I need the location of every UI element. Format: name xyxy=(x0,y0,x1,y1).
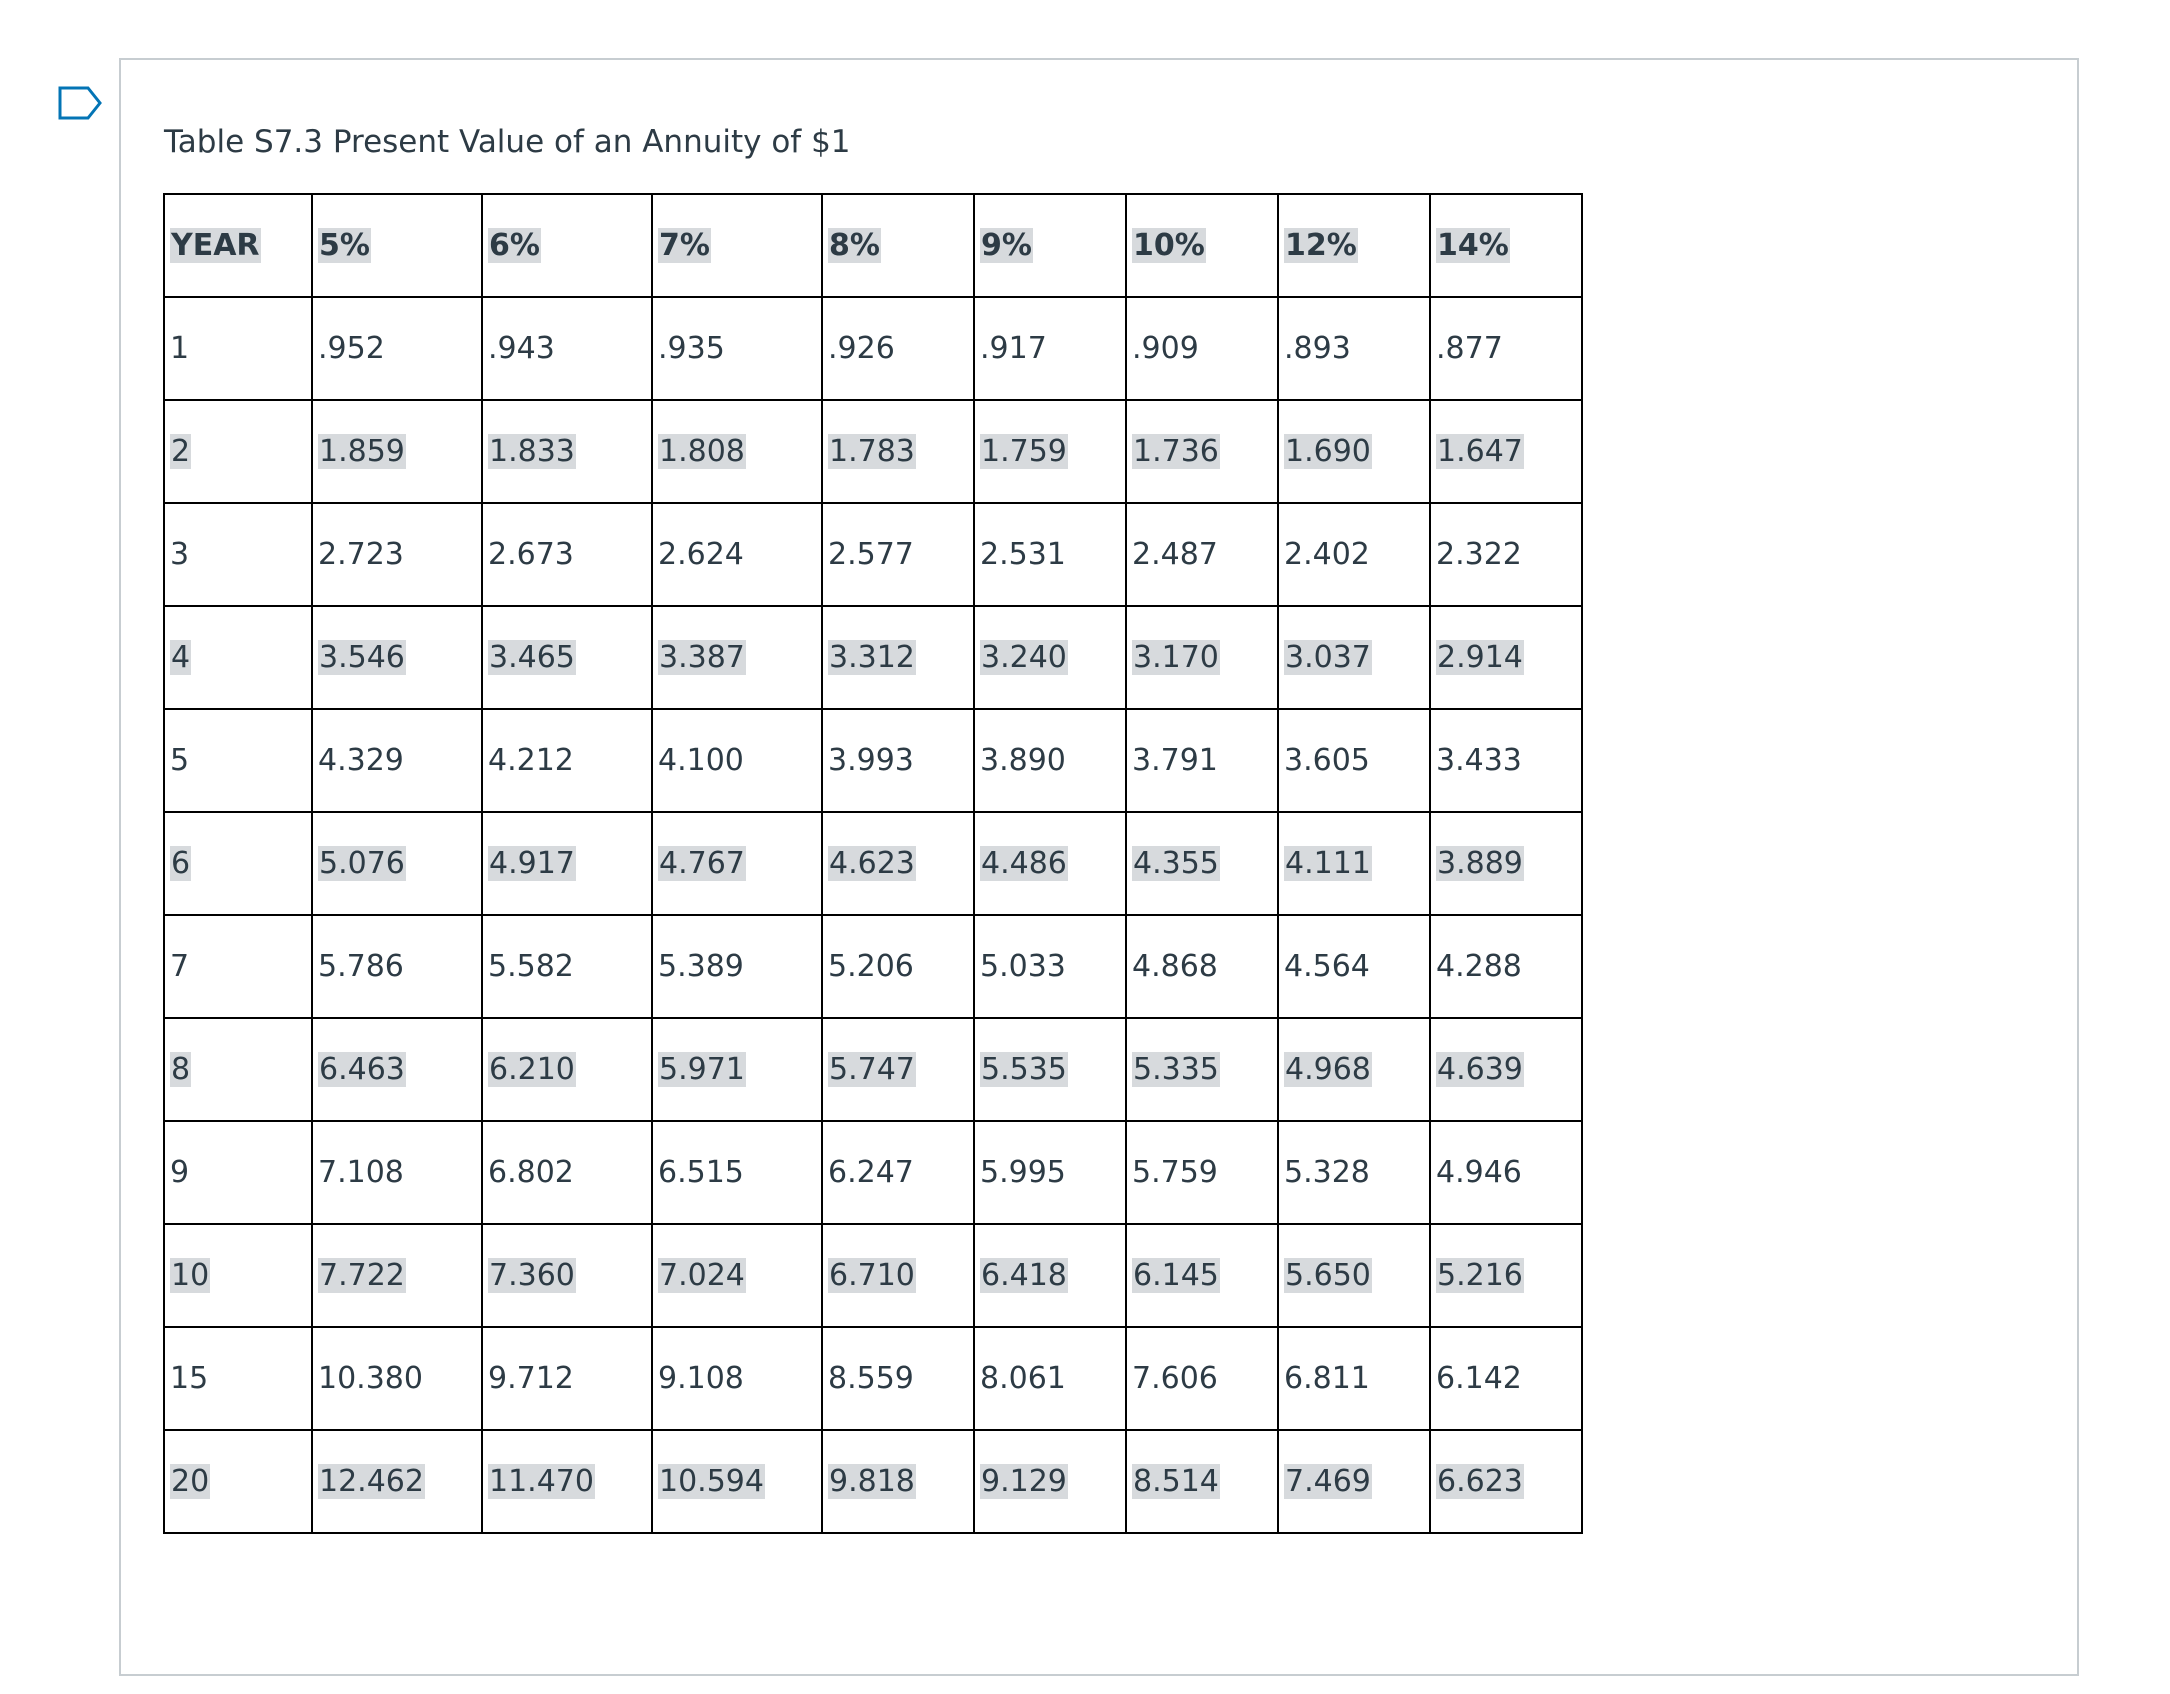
value-cell xyxy=(974,1327,1126,1430)
table-row xyxy=(164,812,1582,915)
value-label: 1.759 xyxy=(981,434,1067,469)
year-cell xyxy=(164,1018,312,1121)
column-header-rate xyxy=(1430,194,1582,297)
year-cell xyxy=(164,503,312,606)
value-cell xyxy=(1126,812,1278,915)
value-label: 4.767 xyxy=(659,846,745,881)
value-label: 11.470 xyxy=(489,1464,594,1499)
year-cell xyxy=(164,1327,312,1430)
value-label: 7.360 xyxy=(489,1258,575,1293)
value-cell xyxy=(974,400,1126,503)
value-label: 7.722 xyxy=(319,1258,405,1293)
value-cell xyxy=(974,709,1126,812)
value-cell xyxy=(974,812,1126,915)
value-cell xyxy=(482,297,652,400)
value-cell xyxy=(312,1121,482,1224)
value-cell xyxy=(312,503,482,606)
year-cell xyxy=(164,297,312,400)
value-cell xyxy=(974,1121,1126,1224)
value-cell xyxy=(1430,1018,1582,1121)
value-cell xyxy=(822,1327,974,1430)
value-label: 3.387 xyxy=(659,640,745,675)
value-label: 3.889 xyxy=(1437,846,1523,881)
value-label: 4.868 xyxy=(1132,949,1218,984)
column-header-rate xyxy=(1278,194,1430,297)
value-cell xyxy=(1430,709,1582,812)
value-cell xyxy=(652,1327,822,1430)
value-cell xyxy=(652,709,822,812)
value-cell xyxy=(1278,812,1430,915)
value-label: 2.673 xyxy=(488,537,574,572)
value-cell xyxy=(482,1430,652,1533)
column-header-rate xyxy=(974,194,1126,297)
value-label: 2.487 xyxy=(1132,537,1218,572)
value-label: 5.995 xyxy=(980,1155,1066,1190)
table-row xyxy=(164,1327,1582,1430)
value-cell xyxy=(1126,503,1278,606)
value-cell xyxy=(974,1018,1126,1121)
value-cell xyxy=(1430,400,1582,503)
value-cell xyxy=(822,606,974,709)
table-row xyxy=(164,1121,1582,1224)
header-label: 9% xyxy=(981,228,1032,263)
value-cell xyxy=(1430,503,1582,606)
value-label: 6.142 xyxy=(1436,1361,1522,1396)
value-cell xyxy=(312,915,482,1018)
value-cell xyxy=(974,915,1126,1018)
year-label: 9 xyxy=(170,1155,190,1190)
column-header-rate xyxy=(822,194,974,297)
value-label: .943 xyxy=(488,331,555,366)
year-label: 10 xyxy=(171,1258,210,1293)
value-cell xyxy=(482,1224,652,1327)
value-label: 8.559 xyxy=(828,1361,914,1396)
value-cell xyxy=(822,812,974,915)
value-cell xyxy=(652,915,822,1018)
value-label: 4.100 xyxy=(658,743,744,778)
value-label: 3.605 xyxy=(1284,743,1370,778)
value-cell xyxy=(652,1224,822,1327)
value-cell xyxy=(1126,1121,1278,1224)
value-cell xyxy=(1278,400,1430,503)
value-label: 6.802 xyxy=(488,1155,574,1190)
header-label: 12% xyxy=(1285,228,1357,263)
value-cell xyxy=(1278,1018,1430,1121)
value-label: 4.968 xyxy=(1285,1052,1371,1087)
value-cell xyxy=(1126,1430,1278,1533)
value-cell xyxy=(652,400,822,503)
value-cell xyxy=(652,503,822,606)
value-cell xyxy=(652,606,822,709)
value-cell xyxy=(482,812,652,915)
value-cell xyxy=(1430,915,1582,1018)
value-label: 6.145 xyxy=(1133,1258,1219,1293)
year-label: 2 xyxy=(171,434,191,469)
value-cell xyxy=(822,1018,974,1121)
value-label: 12.462 xyxy=(319,1464,424,1499)
value-label: 8.061 xyxy=(980,1361,1066,1396)
value-label: 1.859 xyxy=(319,434,405,469)
value-label: 5.206 xyxy=(828,949,914,984)
year-label: 20 xyxy=(171,1464,210,1499)
value-label: 7.469 xyxy=(1285,1464,1371,1499)
value-cell xyxy=(1278,1430,1430,1533)
value-cell xyxy=(1430,1327,1582,1430)
column-header-year xyxy=(164,194,312,297)
value-cell xyxy=(482,1121,652,1224)
table-row xyxy=(164,915,1582,1018)
value-cell xyxy=(1278,1224,1430,1327)
value-cell xyxy=(482,709,652,812)
value-label: 10.380 xyxy=(318,1361,423,1396)
year-label: 1 xyxy=(170,331,190,366)
value-cell xyxy=(822,503,974,606)
value-label: .877 xyxy=(1436,331,1503,366)
value-cell xyxy=(312,400,482,503)
header-label: 8% xyxy=(829,228,880,263)
value-cell xyxy=(482,606,652,709)
column-header-rate xyxy=(1126,194,1278,297)
table-row xyxy=(164,1224,1582,1327)
value-cell xyxy=(974,503,1126,606)
value-label: .935 xyxy=(658,331,725,366)
value-label: 10.594 xyxy=(659,1464,764,1499)
value-cell xyxy=(482,1327,652,1430)
value-label: 2.914 xyxy=(1437,640,1523,675)
value-cell xyxy=(1126,1327,1278,1430)
value-cell xyxy=(1278,297,1430,400)
value-cell xyxy=(1126,400,1278,503)
value-label: 6.623 xyxy=(1437,1464,1523,1499)
header-label: YEAR xyxy=(171,228,260,263)
value-cell xyxy=(652,1121,822,1224)
value-label: 8.514 xyxy=(1133,1464,1219,1499)
value-label: 3.791 xyxy=(1132,743,1218,778)
value-label: 2.531 xyxy=(980,537,1066,572)
year-cell xyxy=(164,400,312,503)
value-label: .952 xyxy=(318,331,385,366)
value-label: 6.515 xyxy=(658,1155,744,1190)
value-label: 5.216 xyxy=(1437,1258,1523,1293)
value-cell xyxy=(652,1018,822,1121)
value-cell xyxy=(1278,915,1430,1018)
value-cell xyxy=(1126,709,1278,812)
value-cell xyxy=(312,709,482,812)
table-row xyxy=(164,709,1582,812)
value-cell xyxy=(1430,297,1582,400)
value-cell xyxy=(1126,1018,1278,1121)
value-label: 5.535 xyxy=(981,1052,1067,1087)
value-cell xyxy=(1126,915,1278,1018)
value-cell xyxy=(974,1430,1126,1533)
value-label: 1.736 xyxy=(1133,434,1219,469)
value-label: 6.463 xyxy=(319,1052,405,1087)
value-label: 2.402 xyxy=(1284,537,1370,572)
value-label: 7.024 xyxy=(659,1258,745,1293)
value-label: 7.606 xyxy=(1132,1361,1218,1396)
value-cell xyxy=(312,297,482,400)
value-label: 9.818 xyxy=(829,1464,915,1499)
value-cell xyxy=(1430,1224,1582,1327)
value-label: .926 xyxy=(828,331,895,366)
value-label: .917 xyxy=(980,331,1047,366)
annuity-table xyxy=(163,193,1583,1534)
header-row xyxy=(164,194,1582,297)
table-row xyxy=(164,400,1582,503)
value-label: 4.623 xyxy=(829,846,915,881)
table-row xyxy=(164,1018,1582,1121)
year-cell xyxy=(164,709,312,812)
value-label: 4.946 xyxy=(1436,1155,1522,1190)
year-cell xyxy=(164,606,312,709)
value-label: 5.328 xyxy=(1284,1155,1370,1190)
value-label: 4.212 xyxy=(488,743,574,778)
table-body xyxy=(164,297,1582,1533)
table-row xyxy=(164,1430,1582,1533)
value-label: 6.247 xyxy=(828,1155,914,1190)
value-cell xyxy=(1430,1430,1582,1533)
year-label: 8 xyxy=(171,1052,191,1087)
value-label: 4.329 xyxy=(318,743,404,778)
value-label: 4.111 xyxy=(1285,846,1371,881)
value-label: 6.210 xyxy=(489,1052,575,1087)
value-label: 9.712 xyxy=(488,1361,574,1396)
value-cell xyxy=(312,1224,482,1327)
value-label: 4.639 xyxy=(1437,1052,1523,1087)
value-label: 6.811 xyxy=(1284,1361,1370,1396)
value-cell xyxy=(1126,1224,1278,1327)
value-cell xyxy=(312,1327,482,1430)
value-cell xyxy=(822,915,974,1018)
year-cell xyxy=(164,812,312,915)
value-label: .909 xyxy=(1132,331,1199,366)
header-label: 10% xyxy=(1133,228,1205,263)
header-label: 14% xyxy=(1437,228,1509,263)
header-label: 7% xyxy=(659,228,710,263)
value-label: 3.993 xyxy=(828,743,914,778)
value-label: 5.582 xyxy=(488,949,574,984)
table-row xyxy=(164,606,1582,709)
value-label: 3.240 xyxy=(981,640,1067,675)
flag-icon[interactable] xyxy=(58,86,102,120)
value-label: 2.577 xyxy=(828,537,914,572)
value-label: 3.037 xyxy=(1285,640,1371,675)
value-label: 5.747 xyxy=(829,1052,915,1087)
value-cell xyxy=(482,1018,652,1121)
value-label: 5.786 xyxy=(318,949,404,984)
value-label: 4.917 xyxy=(489,846,575,881)
value-label: 4.355 xyxy=(1133,846,1219,881)
value-cell xyxy=(1126,297,1278,400)
column-header-rate xyxy=(652,194,822,297)
header-label: 6% xyxy=(489,228,540,263)
year-label: 3 xyxy=(170,537,190,572)
value-cell xyxy=(1278,606,1430,709)
year-label: 5 xyxy=(170,743,190,778)
value-cell xyxy=(482,503,652,606)
value-label: 6.418 xyxy=(981,1258,1067,1293)
year-cell xyxy=(164,1430,312,1533)
value-cell xyxy=(652,1430,822,1533)
year-cell xyxy=(164,1224,312,1327)
value-cell xyxy=(1278,1121,1430,1224)
value-cell xyxy=(482,400,652,503)
value-label: 1.833 xyxy=(489,434,575,469)
value-label: 5.759 xyxy=(1132,1155,1218,1190)
value-label: 4.288 xyxy=(1436,949,1522,984)
value-label: 5.650 xyxy=(1285,1258,1371,1293)
value-label: 5.033 xyxy=(980,949,1066,984)
year-label: 15 xyxy=(170,1361,209,1396)
value-label: 5.389 xyxy=(658,949,744,984)
value-label: 4.486 xyxy=(981,846,1067,881)
question-card xyxy=(119,58,2079,1676)
value-label: 3.433 xyxy=(1436,743,1522,778)
value-label: 1.690 xyxy=(1285,434,1371,469)
value-label: 1.783 xyxy=(829,434,915,469)
value-label: 5.335 xyxy=(1133,1052,1219,1087)
value-cell xyxy=(1126,606,1278,709)
value-cell xyxy=(1278,503,1430,606)
header-label: 5% xyxy=(319,228,370,263)
value-cell xyxy=(822,297,974,400)
value-label: 3.170 xyxy=(1133,640,1219,675)
value-cell xyxy=(822,709,974,812)
value-label: 6.710 xyxy=(829,1258,915,1293)
value-label: 5.971 xyxy=(659,1052,745,1087)
value-label: 9.129 xyxy=(981,1464,1067,1499)
value-cell xyxy=(974,1224,1126,1327)
value-cell xyxy=(312,606,482,709)
column-header-rate xyxy=(312,194,482,297)
value-label: 2.624 xyxy=(658,537,744,572)
value-label: 1.647 xyxy=(1437,434,1523,469)
value-cell xyxy=(974,606,1126,709)
value-cell xyxy=(312,1018,482,1121)
value-label: .893 xyxy=(1284,331,1351,366)
table-title: Table S7.3 Present Value of an Annuity of $1 xyxy=(164,124,851,160)
value-cell xyxy=(652,297,822,400)
value-label: 3.890 xyxy=(980,743,1066,778)
value-cell xyxy=(822,1121,974,1224)
value-label: 4.564 xyxy=(1284,949,1370,984)
value-cell xyxy=(822,400,974,503)
value-label: 5.076 xyxy=(319,846,405,881)
value-cell xyxy=(1430,812,1582,915)
year-label: 4 xyxy=(171,640,191,675)
year-label: 6 xyxy=(171,846,191,881)
value-cell xyxy=(1430,1121,1582,1224)
value-label: 2.723 xyxy=(318,537,404,572)
value-cell xyxy=(1430,606,1582,709)
value-label: 1.808 xyxy=(659,434,745,469)
value-cell xyxy=(312,812,482,915)
column-header-rate xyxy=(482,194,652,297)
value-cell xyxy=(312,1430,482,1533)
value-label: 3.465 xyxy=(489,640,575,675)
value-cell xyxy=(482,915,652,1018)
value-label: 9.108 xyxy=(658,1361,744,1396)
value-label: 7.108 xyxy=(318,1155,404,1190)
value-cell xyxy=(974,297,1126,400)
value-cell xyxy=(1278,709,1430,812)
value-label: 2.322 xyxy=(1436,537,1522,572)
year-cell xyxy=(164,915,312,1018)
value-cell xyxy=(822,1430,974,1533)
year-cell xyxy=(164,1121,312,1224)
year-label: 7 xyxy=(170,949,190,984)
value-cell xyxy=(1278,1327,1430,1430)
value-label: 3.546 xyxy=(319,640,405,675)
value-label: 3.312 xyxy=(829,640,915,675)
value-cell xyxy=(652,812,822,915)
table-row xyxy=(164,297,1582,400)
value-cell xyxy=(822,1224,974,1327)
table-row xyxy=(164,503,1582,606)
